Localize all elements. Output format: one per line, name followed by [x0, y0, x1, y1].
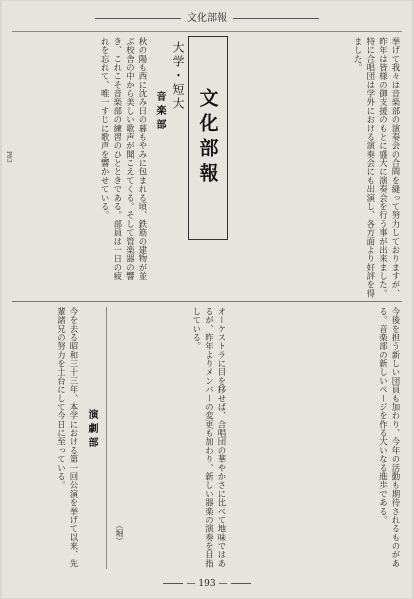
header-rule: [12, 31, 402, 32]
right-upper-text: [234, 37, 402, 305]
drama-club-heading: 演劇部: [86, 409, 97, 451]
music-club-heading: 音楽部: [154, 91, 165, 133]
music-lower-left-text: [112, 307, 228, 571]
drama-signature: （堀）: [115, 521, 124, 545]
drama-club-text: [14, 307, 80, 571]
document-page: [2, 1, 412, 598]
section-title-box: [188, 36, 228, 240]
music-lower-left-paragraph: オーケストラに目を移せば、合唱団の華やかさに比べて地味ではあるが、昨年よりメンバーの変更も加わり、新しい器楽の演奏を目指している。: [191, 307, 227, 568]
margin-mark: P83: [5, 151, 12, 163]
page-number: — 193 —: [2, 579, 412, 589]
mid-divider: [12, 301, 402, 302]
running-header: 文化部報: [2, 9, 412, 24]
section-subtitle: 大学・短大: [171, 41, 185, 111]
drama-divider: [106, 307, 107, 569]
music-upper-left-text: [14, 37, 149, 281]
section-title: 文化部報: [196, 88, 219, 188]
music-upper-left-paragraph: 秋の陽も西に沈み日の暮もやみに包まれる頃、鉄筋の建物が並ぶ校舎の中から美しい歌声が聞こえてくる。そして管楽器の響き、これこそ音楽部の練習のひとときである。部員は一日の疲れを忘れて、唯一すじに歌声を響かせている。: [100, 37, 148, 281]
music-lower-right-paragraph: 今後を担う新しい団員も加わり、今年の活動も期待されるものがある。音楽部の新しいページを作る大いなる進歩である。: [378, 307, 401, 568]
music-lower-right-text: [234, 307, 402, 571]
drama-club-paragraph: 今を去る昭和三十三年、本学における第一回公演を挙げて以来、先輩諸兄の努力を土台にして今日に至っている。: [56, 307, 79, 568]
right-upper-paragraph: 挙げて我々は音楽部の演奏会の合間を縫って努力しておりますが、昨年は皆様の御支援のもとに盛大に演奏会を行う事が出来ました。特に合唱団は学外における演奏会にも出演し、各方面より好評を得ました。: [353, 37, 401, 298]
